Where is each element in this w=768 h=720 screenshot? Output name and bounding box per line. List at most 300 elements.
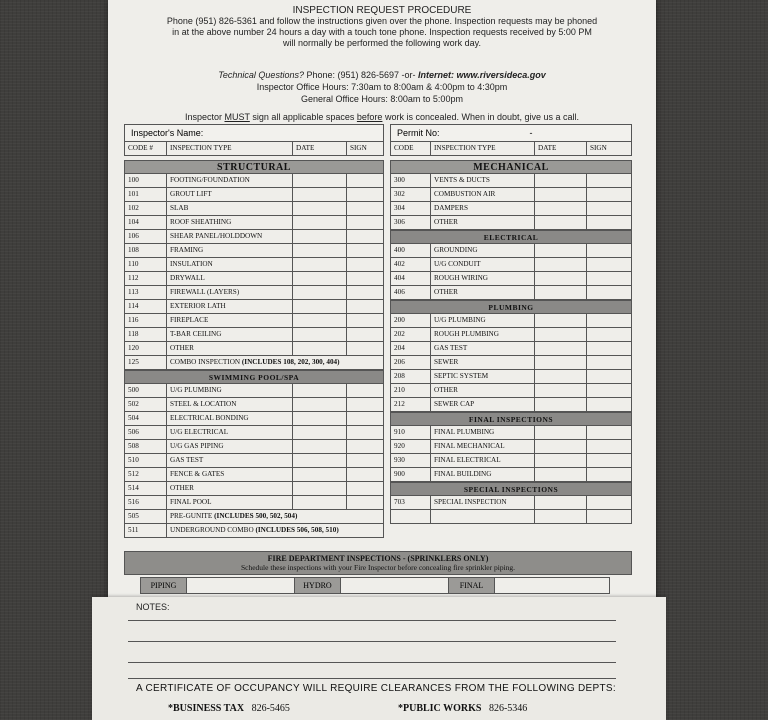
sign-cell[interactable] xyxy=(587,440,632,454)
inspection-row[interactable] xyxy=(124,468,384,482)
inspection-row[interactable] xyxy=(124,440,384,454)
type-cell: T-BAR CEILING xyxy=(167,328,293,342)
code-cell: 200 xyxy=(391,314,431,328)
type-cell: FIREWALL (LAYERS) xyxy=(167,286,293,300)
type-cell: SPECIAL INSPECTION xyxy=(431,496,535,510)
inspection-row[interactable] xyxy=(124,398,384,412)
type-cell: ROUGH WIRING xyxy=(431,272,535,286)
date-cell[interactable] xyxy=(535,328,587,342)
date-cell[interactable] xyxy=(535,216,587,230)
type-cell: FIREPLACE xyxy=(167,314,293,328)
type-cell: FINAL MECHANICAL xyxy=(431,440,535,454)
general-hours: General Office Hours: 8:00am to 5:00pm xyxy=(301,94,463,104)
code-cell: 120 xyxy=(125,342,167,356)
date-cell[interactable] xyxy=(293,314,347,328)
inspection-row[interactable] xyxy=(124,202,384,216)
sign-cell[interactable] xyxy=(347,440,384,454)
inspection-row[interactable] xyxy=(124,496,384,510)
type-cell: ELECTRICAL BONDING xyxy=(167,412,293,426)
blank-cell xyxy=(587,510,632,524)
date-cell[interactable] xyxy=(293,496,347,510)
code-cell: 930 xyxy=(391,454,431,468)
inspection-row[interactable] xyxy=(124,482,384,496)
sign-cell[interactable] xyxy=(587,272,632,286)
type-cell: OTHER xyxy=(431,384,535,398)
inspection-row[interactable] xyxy=(124,314,384,328)
permit-value: - xyxy=(529,128,533,138)
type-cell: FENCE & GATES xyxy=(167,468,293,482)
section-final-inspections: FINAL INSPECTIONS xyxy=(390,412,632,426)
date-cell[interactable] xyxy=(535,398,587,412)
combo-type-label: COMBO INSPECTION xyxy=(170,358,241,366)
sign-cell[interactable] xyxy=(587,216,632,230)
sign-cell[interactable] xyxy=(587,286,632,300)
final-date-cell[interactable] xyxy=(495,578,609,593)
type-cell: DRYWALL xyxy=(167,272,293,286)
date-cell[interactable] xyxy=(293,328,347,342)
inspection-row[interactable] xyxy=(390,174,632,188)
procedure-line-2: in at the above number 24 hours a day with a touch tone phone. Inspection requests received by 5:00 PM xyxy=(172,27,592,37)
type-cell: U/G GAS PIPING xyxy=(167,440,293,454)
col-date-header-right: DATE xyxy=(535,142,587,156)
date-cell[interactable] xyxy=(293,468,347,482)
type-cell: ROOF SHEATHING xyxy=(167,216,293,230)
inspector-name-label: Inspector's Name: xyxy=(131,128,204,138)
type-cell: OTHER xyxy=(431,216,535,230)
sign-cell[interactable] xyxy=(347,384,384,398)
date-cell[interactable] xyxy=(535,468,587,482)
inspection-row[interactable] xyxy=(124,286,384,300)
sign-cell[interactable] xyxy=(347,454,384,468)
inspection-row[interactable] xyxy=(124,426,384,440)
public-works-phone: 826-5346 xyxy=(488,703,528,714)
procedure-text xyxy=(108,16,656,49)
certificate-notice: A CERTIFICATE OF OCCUPANCY WILL REQUIRE CLEARANCES FROM THE FOLLOWING DEPTS: xyxy=(136,683,616,694)
code-cell: 512 xyxy=(125,468,167,482)
date-cell[interactable] xyxy=(293,272,347,286)
section-swimming-pool: SWIMMING POOL/SPA xyxy=(124,370,384,384)
inspection-row[interactable] xyxy=(124,188,384,202)
type-cell: GAS TEST xyxy=(431,342,535,356)
fire-inspection-row xyxy=(140,577,610,594)
hydro-label: HYDRO xyxy=(295,578,341,593)
code-cell: 210 xyxy=(391,384,431,398)
code-cell: 101 xyxy=(125,188,167,202)
ug-code: 511 xyxy=(125,524,167,538)
type-cell: FINAL PLUMBING xyxy=(431,426,535,440)
type-cell: SHEAR PANEL/HOLDDOWN xyxy=(167,230,293,244)
inspection-row[interactable] xyxy=(124,216,384,230)
inspection-row[interactable] xyxy=(390,272,632,286)
code-cell: 514 xyxy=(125,482,167,496)
sign-cell[interactable] xyxy=(347,426,384,440)
code-cell: 504 xyxy=(125,412,167,426)
sign-cell[interactable] xyxy=(347,202,384,216)
code-cell: 114 xyxy=(125,300,167,314)
inspector-name-field[interactable] xyxy=(124,124,384,142)
sign-cell[interactable] xyxy=(587,244,632,258)
sign-cell[interactable] xyxy=(347,244,384,258)
date-cell[interactable] xyxy=(293,426,347,440)
sign-cell[interactable] xyxy=(347,496,384,510)
type-cell: ROUGH PLUMBING xyxy=(431,328,535,342)
blank-cell xyxy=(391,510,431,524)
code-cell: 300 xyxy=(391,174,431,188)
code-cell: 510 xyxy=(125,454,167,468)
sign-cell[interactable] xyxy=(347,328,384,342)
code-cell: 110 xyxy=(125,258,167,272)
special-blank-row[interactable] xyxy=(390,510,632,524)
type-cell: OTHER xyxy=(167,342,293,356)
type-cell: STEEL & LOCATION xyxy=(167,398,293,412)
notes-line-1[interactable] xyxy=(128,620,616,621)
type-cell: DAMPERS xyxy=(431,202,535,216)
inspection-row[interactable] xyxy=(390,244,632,258)
tech-phone: Phone: (951) 826-5697 -or- xyxy=(303,70,419,80)
inspection-row[interactable] xyxy=(390,202,632,216)
combo-type xyxy=(167,356,384,370)
inspection-row[interactable] xyxy=(390,426,632,440)
ug-type xyxy=(167,524,384,538)
must-text-e: work is concealed. When in doubt, give us a call. xyxy=(382,112,580,122)
sign-cell[interactable] xyxy=(587,314,632,328)
inspection-row[interactable] xyxy=(390,188,632,202)
date-cell[interactable] xyxy=(293,286,347,300)
code-cell: 104 xyxy=(125,216,167,230)
code-cell: 508 xyxy=(125,440,167,454)
final-rows xyxy=(390,426,632,482)
inspector-hours: Inspector Office Hours: 7:30am to 8:00am & 4:00pm to 4:30pm xyxy=(256,82,508,92)
sign-cell[interactable] xyxy=(347,188,384,202)
fire-department-section xyxy=(124,551,632,575)
notes-line-3[interactable] xyxy=(128,662,616,663)
col-code-header: CODE # xyxy=(125,142,167,156)
blank-cell xyxy=(535,510,587,524)
code-cell: 113 xyxy=(125,286,167,300)
gunite-includes: (INCLUDES 500, 502, 504) xyxy=(212,512,298,520)
type-cell: SEWER xyxy=(431,356,535,370)
date-cell[interactable] xyxy=(293,202,347,216)
type-cell: FINAL POOL xyxy=(167,496,293,510)
business-tax-label: *BUSINESS TAX xyxy=(168,703,245,714)
electrical-rows xyxy=(390,244,632,300)
permit-number-field[interactable] xyxy=(390,124,632,142)
sign-cell[interactable] xyxy=(587,398,632,412)
code-cell: 302 xyxy=(391,188,431,202)
code-cell: 208 xyxy=(391,370,431,384)
special-rows xyxy=(390,496,632,510)
inspection-row[interactable] xyxy=(124,258,384,272)
must-text-c: sign all applicable spaces xyxy=(249,112,357,122)
code-cell: 306 xyxy=(391,216,431,230)
col-code-header-right: CODE xyxy=(391,142,431,156)
type-cell: GROUT LIFT xyxy=(167,188,293,202)
code-cell: 920 xyxy=(391,440,431,454)
date-cell[interactable] xyxy=(535,384,587,398)
sign-cell[interactable] xyxy=(587,188,632,202)
date-cell[interactable] xyxy=(535,454,587,468)
code-cell: 116 xyxy=(125,314,167,328)
section-special-inspections: SPECIAL INSPECTIONS xyxy=(390,482,632,496)
fire-title: FIRE DEPARTMENT INSPECTIONS - (SPRINKLERS ONLY) xyxy=(267,554,489,563)
sign-cell[interactable] xyxy=(587,342,632,356)
date-cell[interactable] xyxy=(535,440,587,454)
gunite-type xyxy=(167,510,384,524)
col-sign-header-right: SIGN xyxy=(587,142,632,156)
right-table-header xyxy=(390,142,632,156)
type-cell: OTHER xyxy=(167,482,293,496)
date-cell[interactable] xyxy=(535,258,587,272)
inspection-row[interactable] xyxy=(124,272,384,286)
sign-cell[interactable] xyxy=(587,496,632,510)
combo-includes: (INCLUDES 108, 202, 300, 404) xyxy=(240,358,340,366)
pool-rows xyxy=(124,384,384,510)
gunite-code: 505 xyxy=(125,510,167,524)
sign-cell[interactable] xyxy=(347,398,384,412)
date-cell[interactable] xyxy=(293,384,347,398)
piping-label: PIPING xyxy=(141,578,187,593)
sign-cell[interactable] xyxy=(347,314,384,328)
date-cell[interactable] xyxy=(293,230,347,244)
procedure-line-1: Phone (951) 826-5361 and follow the instructions given over the phone. Inspection requests may be phoned xyxy=(166,16,598,26)
code-cell: 106 xyxy=(125,230,167,244)
inspection-row[interactable] xyxy=(124,342,384,356)
sign-cell[interactable] xyxy=(347,342,384,356)
code-cell: 900 xyxy=(391,468,431,482)
contact-info xyxy=(108,69,656,105)
type-cell: INSULATION xyxy=(167,258,293,272)
date-cell[interactable] xyxy=(293,174,347,188)
notes-line-2[interactable] xyxy=(128,641,616,642)
combo-code: 125 xyxy=(125,356,167,370)
date-cell[interactable] xyxy=(535,244,587,258)
mechanical-rows xyxy=(390,174,632,230)
code-cell: 703 xyxy=(391,496,431,510)
final-label: FINAL xyxy=(449,578,495,593)
date-cell[interactable] xyxy=(293,440,347,454)
inspection-row[interactable] xyxy=(124,230,384,244)
type-cell: EXTERIOR LATH xyxy=(167,300,293,314)
date-cell[interactable] xyxy=(535,202,587,216)
pre-gunite-row[interactable] xyxy=(124,510,384,524)
divider-line xyxy=(128,678,616,679)
code-cell: 102 xyxy=(125,202,167,216)
date-cell[interactable] xyxy=(293,482,347,496)
inspection-row[interactable] xyxy=(390,356,632,370)
date-cell[interactable] xyxy=(535,496,587,510)
date-cell[interactable] xyxy=(293,244,347,258)
date-cell[interactable] xyxy=(535,314,587,328)
sign-cell[interactable] xyxy=(587,328,632,342)
sign-cell[interactable] xyxy=(347,272,384,286)
code-cell: 500 xyxy=(125,384,167,398)
col-type-header: INSPECTION TYPE xyxy=(167,142,293,156)
sign-cell[interactable] xyxy=(347,468,384,482)
date-cell[interactable] xyxy=(293,216,347,230)
date-cell[interactable] xyxy=(535,174,587,188)
date-cell[interactable] xyxy=(535,342,587,356)
date-cell[interactable] xyxy=(293,188,347,202)
dept-public-works xyxy=(398,703,527,714)
inspection-row[interactable] xyxy=(390,468,632,482)
sign-cell[interactable] xyxy=(347,300,384,314)
section-mechanical: MECHANICAL xyxy=(390,160,632,174)
hydro-date-cell[interactable] xyxy=(341,578,449,593)
inspection-row[interactable] xyxy=(390,384,632,398)
sign-cell[interactable] xyxy=(347,412,384,426)
code-cell: 406 xyxy=(391,286,431,300)
date-cell[interactable] xyxy=(535,356,587,370)
blank-cell xyxy=(431,510,535,524)
inspection-row[interactable] xyxy=(390,496,632,510)
code-cell: 212 xyxy=(391,398,431,412)
date-cell[interactable] xyxy=(535,370,587,384)
permit-label: Permit No: xyxy=(397,128,440,138)
type-cell: U/G ELECTRICAL xyxy=(167,426,293,440)
code-cell: 304 xyxy=(391,202,431,216)
piping-date-cell[interactable] xyxy=(187,578,295,593)
inspection-row[interactable] xyxy=(124,328,384,342)
inspection-row[interactable] xyxy=(124,174,384,188)
date-cell[interactable] xyxy=(293,342,347,356)
sign-cell[interactable] xyxy=(587,384,632,398)
col-date-header: DATE xyxy=(293,142,347,156)
inspection-row[interactable] xyxy=(390,398,632,412)
type-cell: FINAL BUILDING xyxy=(431,468,535,482)
must-text-b: MUST xyxy=(224,112,250,122)
code-cell: 404 xyxy=(391,272,431,286)
inspection-row[interactable] xyxy=(124,300,384,314)
sign-cell[interactable] xyxy=(587,202,632,216)
gunite-type-label: PRE-GUNITE xyxy=(170,512,213,520)
inspection-row[interactable] xyxy=(390,314,632,328)
type-cell: SLAB xyxy=(167,202,293,216)
col-sign-header: SIGN xyxy=(347,142,384,156)
right-column xyxy=(390,124,632,524)
date-cell[interactable] xyxy=(535,188,587,202)
code-cell: 402 xyxy=(391,258,431,272)
inspection-row[interactable] xyxy=(390,440,632,454)
sign-cell[interactable] xyxy=(587,356,632,370)
sign-cell[interactable] xyxy=(347,258,384,272)
type-cell: VENTS & DUCTS xyxy=(431,174,535,188)
sign-cell[interactable] xyxy=(587,174,632,188)
sign-cell[interactable] xyxy=(347,174,384,188)
section-plumbing: PLUMBING xyxy=(390,300,632,314)
underground-combo-row[interactable] xyxy=(124,524,384,538)
col-type-header-right: INSPECTION TYPE xyxy=(431,142,535,156)
section-structural: STRUCTURAL xyxy=(124,160,384,174)
inspection-row[interactable] xyxy=(124,412,384,426)
type-cell: FRAMING xyxy=(167,244,293,258)
inspection-row[interactable] xyxy=(390,216,632,230)
code-cell: 502 xyxy=(125,398,167,412)
type-cell: COMBUSTION AIR xyxy=(431,188,535,202)
must-text-a: Inspector xyxy=(184,112,225,122)
inspection-row[interactable] xyxy=(390,328,632,342)
form-bottom-flap xyxy=(92,597,666,720)
public-works-label: *PUBLIC WORKS xyxy=(398,703,482,714)
code-cell: 108 xyxy=(125,244,167,258)
inspection-row[interactable] xyxy=(124,384,384,398)
left-table-header xyxy=(124,142,384,156)
type-cell: GAS TEST xyxy=(167,454,293,468)
code-cell: 100 xyxy=(125,174,167,188)
code-cell: 506 xyxy=(125,426,167,440)
sign-cell[interactable] xyxy=(587,426,632,440)
sign-cell[interactable] xyxy=(587,258,632,272)
inspection-row[interactable] xyxy=(390,342,632,356)
code-cell: 204 xyxy=(391,342,431,356)
dept-business-tax xyxy=(168,703,290,714)
type-cell: FINAL ELECTRICAL xyxy=(431,454,535,468)
sign-cell[interactable] xyxy=(587,454,632,468)
date-cell[interactable] xyxy=(293,300,347,314)
left-column xyxy=(124,124,384,538)
inspection-row[interactable] xyxy=(124,244,384,258)
type-cell: FOOTING/FOUNDATION xyxy=(167,174,293,188)
type-cell: SEWER CAP xyxy=(431,398,535,412)
date-cell[interactable] xyxy=(535,286,587,300)
date-cell[interactable] xyxy=(535,426,587,440)
code-cell: 400 xyxy=(391,244,431,258)
type-cell: SEPTIC SYSTEM xyxy=(431,370,535,384)
code-cell: 910 xyxy=(391,426,431,440)
sign-cell[interactable] xyxy=(347,286,384,300)
inspection-row[interactable] xyxy=(390,370,632,384)
tech-questions-label: Technical Questions? xyxy=(218,70,304,80)
type-cell: U/G CONDUIT xyxy=(431,258,535,272)
inspection-row[interactable] xyxy=(390,454,632,468)
sign-cell[interactable] xyxy=(587,370,632,384)
internet-link[interactable]: Internet: www.riversideca.gov xyxy=(418,70,546,80)
date-cell[interactable] xyxy=(293,454,347,468)
plumbing-rows xyxy=(390,314,632,412)
sign-cell[interactable] xyxy=(347,482,384,496)
inspection-row[interactable] xyxy=(390,286,632,300)
business-tax-phone: 826-5465 xyxy=(251,703,290,714)
code-cell: 206 xyxy=(391,356,431,370)
sign-cell[interactable] xyxy=(347,216,384,230)
fire-subtitle: Schedule these inspections with your Fire Inspector before concealing fire sprinkler piping. xyxy=(240,563,516,572)
inspection-row[interactable] xyxy=(390,258,632,272)
type-cell: U/G PLUMBING xyxy=(167,384,293,398)
ug-type-label: UNDERGROUND COMBO xyxy=(170,526,254,534)
section-electrical: ELECTRICAL xyxy=(390,230,632,244)
date-cell[interactable] xyxy=(293,412,347,426)
notes-label: NOTES: xyxy=(136,602,170,612)
must-text-d: before xyxy=(356,112,383,122)
sign-instruction xyxy=(108,112,656,122)
structural-rows xyxy=(124,174,384,356)
combo-row[interactable] xyxy=(124,356,384,370)
procedure-line-3: will normally be performed the following work day. xyxy=(283,38,481,48)
ug-includes: (INCLUDES 506, 508, 510) xyxy=(253,526,339,534)
type-cell: U/G PLUMBING xyxy=(431,314,535,328)
date-cell[interactable] xyxy=(293,398,347,412)
inspection-row[interactable] xyxy=(124,454,384,468)
date-cell[interactable] xyxy=(293,258,347,272)
sign-cell[interactable] xyxy=(587,468,632,482)
form-title: INSPECTION REQUEST PROCEDURE xyxy=(292,5,472,16)
code-cell: 118 xyxy=(125,328,167,342)
code-cell: 202 xyxy=(391,328,431,342)
date-cell[interactable] xyxy=(535,272,587,286)
type-cell: GROUNDING xyxy=(431,244,535,258)
sign-cell[interactable] xyxy=(347,230,384,244)
code-cell: 112 xyxy=(125,272,167,286)
code-cell: 516 xyxy=(125,496,167,510)
